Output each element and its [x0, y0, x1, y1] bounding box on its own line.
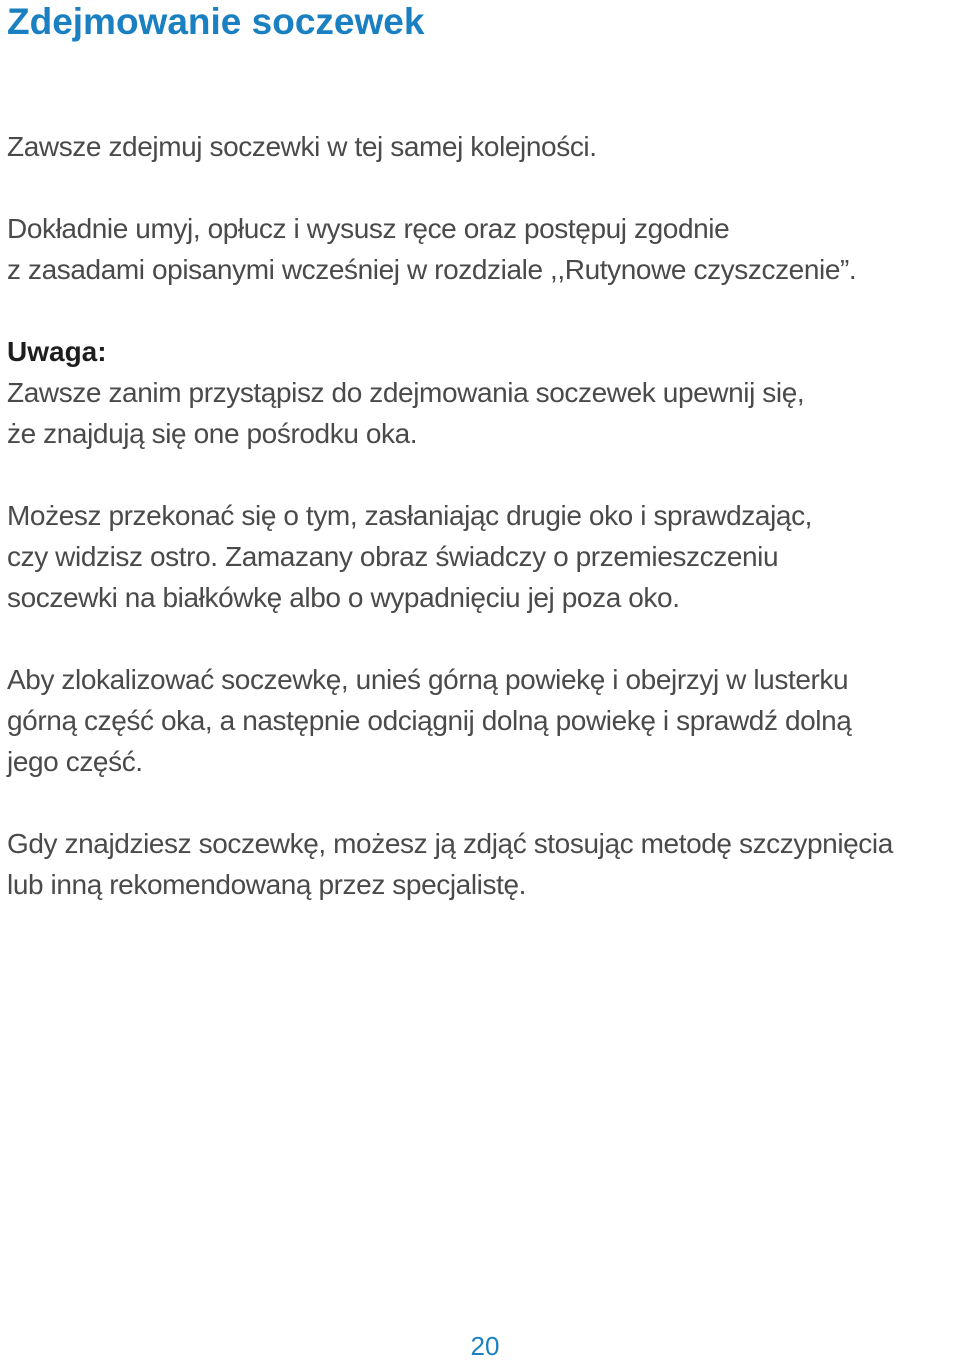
- paragraph-check-vision: [7, 495, 812, 618]
- paragraph-locate-lens: [7, 659, 851, 782]
- text-line: że znajdują się one pośrodku oka.: [7, 418, 418, 449]
- text-line: z zasadami opisanymi wcześniej w rozdziale ,,Rutynowe czyszczenie”.: [7, 254, 857, 285]
- text-line: jego część.: [7, 746, 143, 777]
- text-line: czy widzisz ostro. Zamazany obraz świadczy o przemieszczeniu: [7, 541, 779, 572]
- text-line: Zawsze zanim przystąpisz do zdejmowania soczewek upewnij się,: [7, 377, 805, 408]
- page-title: Zdejmowanie soczewek: [7, 1, 425, 42]
- text-line: Aby zlokalizować soczewkę, unieś górną powiekę i obejrzyj w lusterku: [7, 664, 849, 695]
- text-line: Możesz przekonać się o tym, zasłaniając drugie oko i sprawdzając,: [7, 500, 813, 531]
- text-line: Gdy znajdziesz soczewkę, możesz ją zdjąć stosując metodę szczypnięcia: [7, 828, 893, 859]
- note-block: [7, 331, 804, 454]
- text-line: lub inną rekomendowaną przez specjalistę.: [7, 869, 527, 900]
- text-line: Dokładnie umyj, opłucz i wysusz ręce oraz postępuj zgodnie: [7, 213, 730, 244]
- text-line: soczewki na białkówkę albo o wypadnięciu jej poza oko.: [7, 582, 680, 613]
- note-label: Uwaga:: [7, 336, 107, 367]
- text-line: Zawsze zdejmuj soczewki w tej samej kolejności.: [7, 131, 597, 162]
- paragraph-order: [7, 126, 597, 167]
- text-line: górną część oka, a następnie odciągnij dolną powiekę i sprawdź dolną: [7, 705, 852, 736]
- page-number: 20: [470, 1331, 500, 1361]
- paragraph-remove-lens: [7, 823, 893, 905]
- paragraph-hand-washing: [7, 208, 856, 290]
